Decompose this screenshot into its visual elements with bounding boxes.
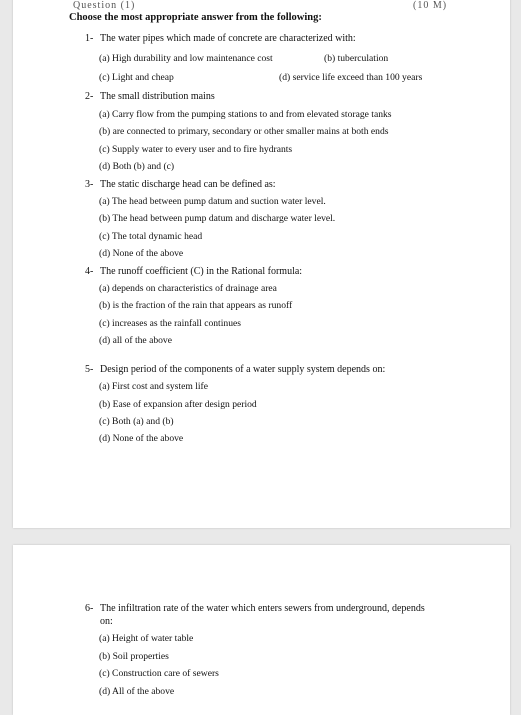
- question-header-cut: Question (1): [73, 0, 136, 11]
- question-text: The infiltration rate of the water which enters sewers from underground, depends: [100, 603, 425, 614]
- q1-option-c: (c) Light and cheap: [99, 72, 174, 83]
- q2-option-a: (a) Carry flow from the pumping stations to and from elevated storage tanks: [99, 109, 392, 120]
- q2-option-c: (c) Supply water to every user and to fire hydrants: [99, 144, 293, 155]
- q3-option-a: (a) The head between pump datum and suction water level.: [99, 196, 326, 207]
- question-6-continued: on:: [100, 616, 113, 627]
- marks-header-cut: (10 M): [413, 0, 448, 11]
- q1-option-d: (d) service life exceed than 100 years: [279, 72, 423, 83]
- q1-option-b: (b) tuberculation: [324, 53, 389, 64]
- q5-option-c: (c) Both (a) and (b): [99, 416, 174, 427]
- question-2: [85, 91, 215, 102]
- q5-option-a: (a) First cost and system life: [99, 381, 208, 392]
- q3-option-c: (c) The total dynamic head: [99, 231, 203, 242]
- question-5: [85, 364, 385, 375]
- question-number: 2-: [85, 91, 94, 102]
- q3-option-d: (d) None of the above: [99, 248, 184, 259]
- q2-option-d: (d) Both (b) and (c): [99, 161, 175, 172]
- question-4: [85, 266, 302, 277]
- question-number: 4-: [85, 266, 94, 277]
- question-number: 3-: [85, 179, 94, 190]
- q4-option-b: (b) is the fraction of the rain that appears as runoff: [99, 300, 293, 311]
- q3-option-b: (b) The head between pump datum and discharge water level.: [99, 213, 336, 224]
- question-number: 1-: [85, 33, 94, 44]
- q2-option-b: (b) are connected to primary, secondary or other smaller mains at both ends: [99, 126, 389, 137]
- q6-option-d: (d) All of the above: [99, 686, 175, 697]
- q1-option-a: (a) High durability and low maintenance cost: [99, 53, 273, 64]
- question-number: 5-: [85, 364, 94, 375]
- question-text: The runoff coefficient (C) in the Rational formula:: [100, 266, 303, 277]
- q6-option-c: (c) Construction care of sewers: [99, 668, 219, 679]
- question-3: [85, 179, 276, 190]
- question-number: 6-: [85, 603, 94, 614]
- question-6: [85, 603, 425, 614]
- q6-option-a: (a) Height of water table: [99, 633, 194, 644]
- q4-option-d: (d) all of the above: [99, 335, 172, 346]
- q5-option-b: (b) Ease of expansion after design period: [99, 399, 257, 410]
- q5-option-d: (d) None of the above: [99, 433, 184, 444]
- exam-page-1: [13, 0, 510, 528]
- q4-option-c: (c) increases as the rainfall continues: [99, 318, 241, 329]
- question-1: [85, 33, 356, 44]
- question-text: Design period of the components of a water supply system depends on:: [100, 364, 386, 375]
- q6-option-b: (b) Soil properties: [99, 651, 169, 662]
- instruction: Choose the most appropriate answer from the following:: [69, 12, 322, 23]
- question-text: The small distribution mains: [100, 91, 215, 102]
- q4-option-a: (a) depends on characteristics of drainage area: [99, 283, 277, 294]
- exam-page-2: [13, 545, 510, 715]
- question-text: The water pipes which made of concrete are characterized with:: [100, 33, 356, 44]
- question-text: The static discharge head can be defined as:: [100, 179, 276, 190]
